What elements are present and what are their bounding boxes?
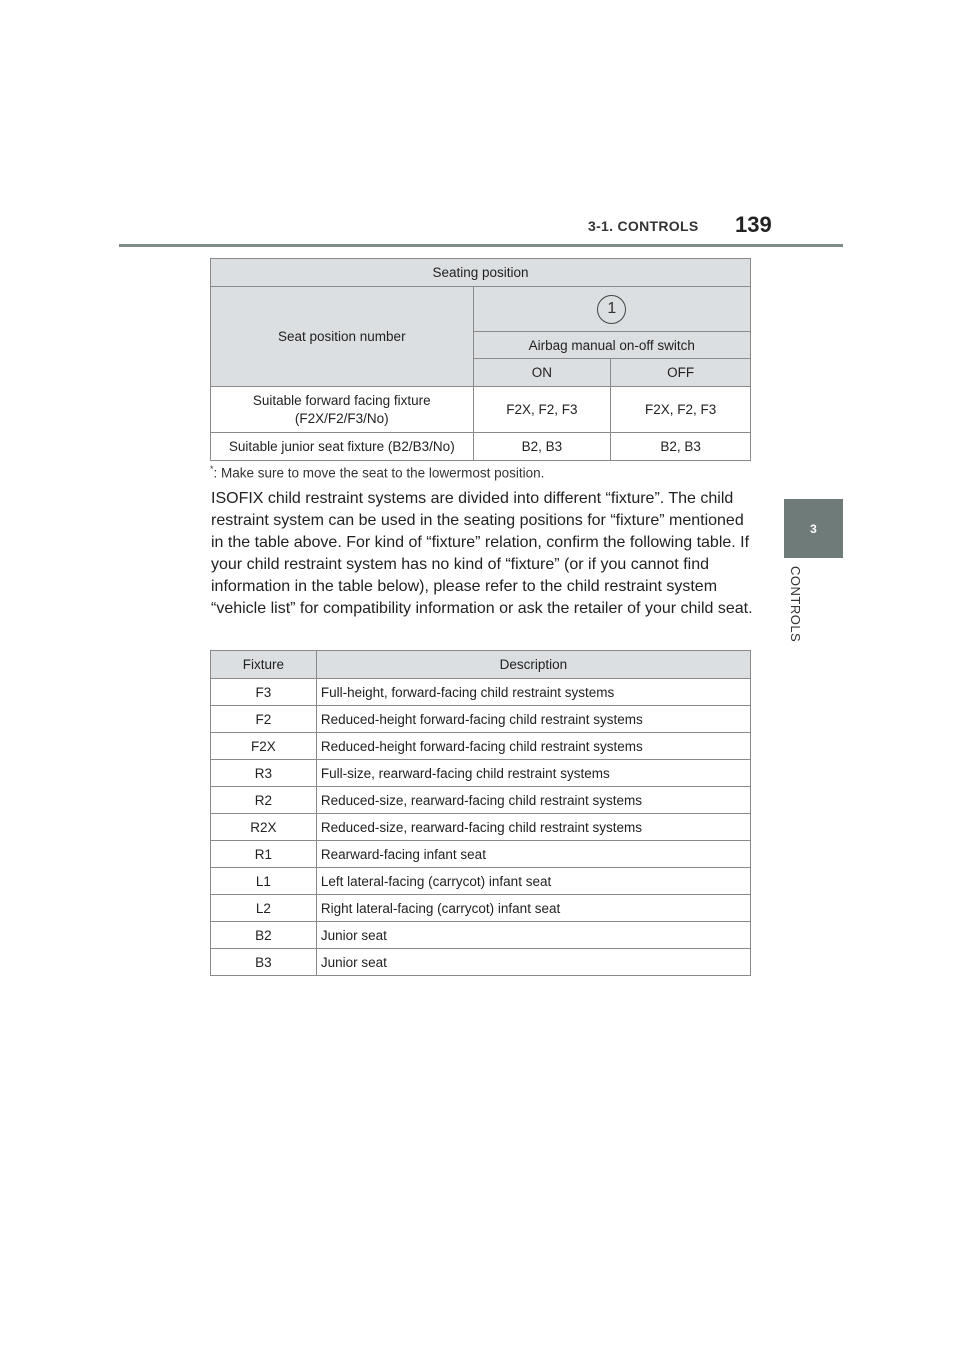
footnote-text: : Make sure to move the seat to the lowermost position.	[213, 465, 545, 481]
fixture-column-header: Fixture	[211, 651, 317, 679]
table-row	[211, 679, 751, 706]
airbag-on-header: ON	[473, 359, 611, 387]
airbag-switch-header: Airbag manual on-off switch	[473, 332, 750, 359]
on-value: F2X, F2, F3	[473, 387, 611, 433]
seat-number-circle: 1	[597, 295, 626, 324]
table-row	[211, 733, 751, 760]
table-row	[211, 787, 751, 814]
fixture-code: R2	[211, 787, 317, 814]
fixture-table	[210, 650, 751, 976]
row-label: Suitable forward facing fixture (F2X/F2/F3/No)	[211, 387, 474, 433]
table-row	[211, 895, 751, 922]
table-row	[211, 841, 751, 868]
fixture-code: B2	[211, 922, 317, 949]
table-row	[211, 433, 751, 461]
chapter-label: CONTROLS	[788, 566, 803, 643]
on-value: B2, B3	[473, 433, 611, 461]
fixture-description: Reduced-size, rearward-facing child restraint systems	[316, 814, 750, 841]
fixture-code: R3	[211, 760, 317, 787]
seating-position-table	[210, 258, 751, 461]
fixture-description: Full-size, rearward-facing child restraint systems	[316, 760, 750, 787]
fixture-description: Junior seat	[316, 922, 750, 949]
fixture-description: Junior seat	[316, 949, 750, 976]
page-number: 139	[735, 212, 772, 237]
footnote	[210, 464, 544, 481]
fixture-code: R2X	[211, 814, 317, 841]
airbag-off-header: OFF	[611, 359, 751, 387]
seat-number-cell	[473, 287, 750, 332]
fixture-code: F2X	[211, 733, 317, 760]
table-row	[211, 760, 751, 787]
off-value: F2X, F2, F3	[611, 387, 751, 433]
header-divider	[119, 244, 843, 247]
fixture-description: Full-height, forward-facing child restraint systems	[316, 679, 750, 706]
table-row	[211, 949, 751, 976]
fixture-code: R1	[211, 841, 317, 868]
table-row	[211, 922, 751, 949]
fixture-description: Rearward-facing infant seat	[316, 841, 750, 868]
chapter-number: 3	[810, 521, 817, 536]
fixture-description: Right lateral-facing (carrycot) infant seat	[316, 895, 750, 922]
body-paragraph: ISOFIX child restraint systems are divided into different “fixture”. The child restraint system can be used in the seating positions for “fixture” mentioned in the table above. For kind of “fixture” relation, confirm the following table. If your child restraint system has no kind of “fixture” (or if you cannot find information in the table below), please refer to the child restraint system “vehicle list” for compatibility information or ask the retailer of your child seat.	[211, 490, 753, 617]
seat-position-number-header: Seat position number	[211, 287, 474, 387]
fixture-description: Reduced-height forward-facing child restraint systems	[316, 706, 750, 733]
description-column-header: Description	[316, 651, 750, 679]
section-title: 3-1. CONTROLS	[588, 218, 699, 234]
chapter-tab	[784, 499, 843, 558]
row-label: Suitable junior seat fixture (B2/B3/No)	[211, 433, 474, 461]
fixture-code: L1	[211, 868, 317, 895]
table-row	[211, 814, 751, 841]
fixture-code: L2	[211, 895, 317, 922]
table-row	[211, 868, 751, 895]
fixture-code: B3	[211, 949, 317, 976]
seating-position-header: Seating position	[211, 259, 751, 287]
fixture-description: Left lateral-facing (carrycot) infant seat	[316, 868, 750, 895]
table-row	[211, 706, 751, 733]
fixture-code: F3	[211, 679, 317, 706]
footnote-mark: *	[210, 464, 214, 474]
fixture-code: F2	[211, 706, 317, 733]
off-value: B2, B3	[611, 433, 751, 461]
fixture-description: Reduced-size, rearward-facing child restraint systems	[316, 787, 750, 814]
table-row	[211, 387, 751, 433]
fixture-description: Reduced-height forward-facing child restraint systems	[316, 733, 750, 760]
